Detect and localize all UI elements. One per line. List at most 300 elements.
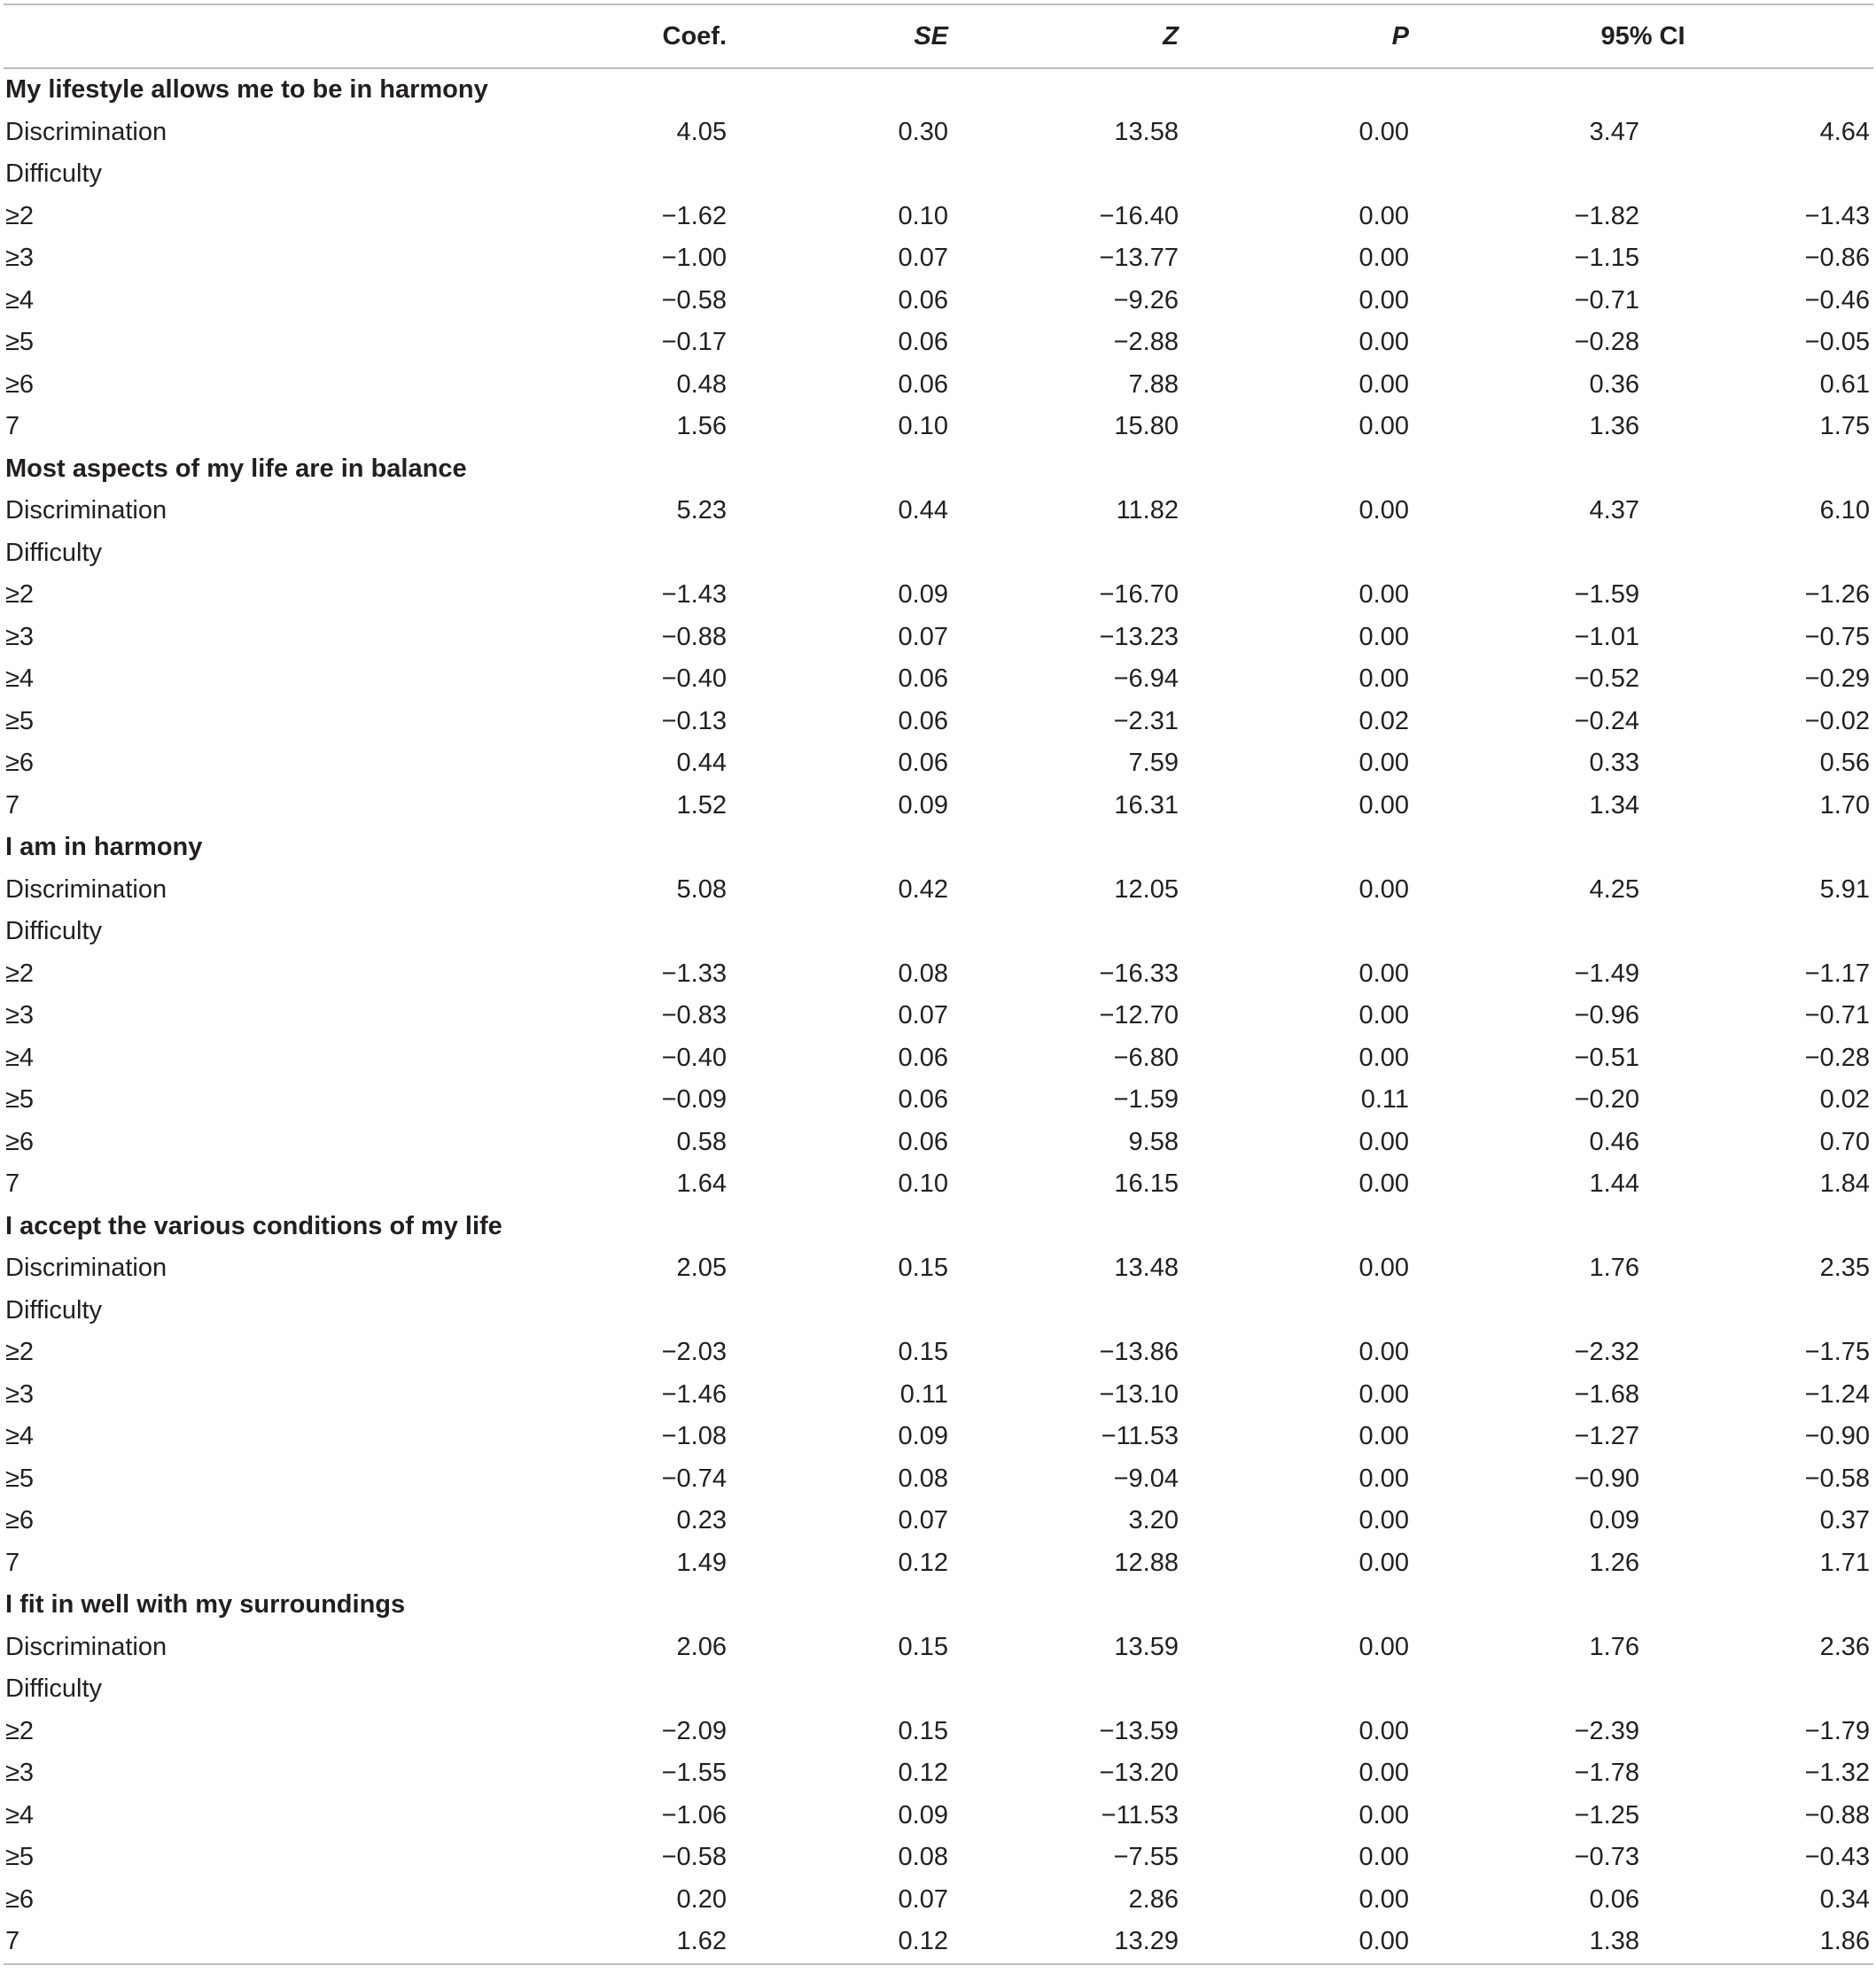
cell-z: 13.58 (1114, 117, 1179, 146)
row-label: ≥2 (5, 580, 35, 610)
cell-p: 0.00 (1358, 244, 1409, 273)
table-row (4, 953, 1873, 996)
cell-se: 0.09 (898, 580, 948, 610)
row-label: ≥3 (5, 1759, 35, 1788)
table-row (4, 1500, 1873, 1542)
subheader-row (4, 532, 1873, 575)
cell-p: 0.00 (1358, 790, 1409, 820)
cell-z: −16.33 (1099, 959, 1179, 988)
cell-p: 0.00 (1358, 1464, 1409, 1493)
header-se: SE (914, 21, 948, 50)
cell-ci-high (1643, 532, 1873, 575)
cell-coef: −0.58 (661, 285, 727, 315)
cell-p: 0.00 (1358, 117, 1409, 146)
cell-ci-low: −1.59 (1574, 580, 1639, 610)
table-row (4, 1458, 1873, 1501)
cell-coef: 1.56 (676, 412, 727, 441)
cell-p: 0.00 (1358, 369, 1409, 399)
cell-ci-high (1643, 448, 1873, 491)
cell-ci-low: −1.82 (1574, 201, 1639, 230)
cell-z (952, 153, 1182, 196)
cell-z: 13.48 (1114, 1254, 1179, 1283)
cell-ci-low: −0.52 (1574, 664, 1639, 694)
cell-se: 0.06 (898, 1127, 948, 1156)
cell-ci-low: −1.15 (1574, 244, 1639, 273)
cell-ci-high: −0.58 (1804, 1464, 1871, 1493)
cell-z: −13.77 (1099, 244, 1179, 273)
cell-coef (482, 68, 730, 112)
cell-z (952, 532, 1182, 575)
cell-ci-low: −1.68 (1574, 1379, 1639, 1409)
cell-z: 12.05 (1114, 874, 1179, 904)
row-label: 7 (5, 1169, 20, 1199)
cell-se: 0.11 (899, 1379, 948, 1409)
header-row (4, 4, 1873, 68)
cell-p: 0.00 (1358, 1338, 1409, 1367)
cell-p: 0.00 (1358, 622, 1409, 651)
row-label: Difficulty (5, 159, 103, 189)
table-row (4, 1374, 1873, 1417)
table-row (4, 995, 1873, 1037)
cell-ci-low: −1.25 (1574, 1800, 1639, 1830)
cell-coef: −2.09 (661, 1716, 727, 1745)
cell-ci-low: 3.47 (1589, 117, 1639, 146)
cell-ci-low: 1.76 (1589, 1254, 1639, 1283)
section-title: I accept the various conditions of my life (5, 1211, 502, 1240)
cell-p: 0.00 (1358, 749, 1409, 778)
section-title: I am in harmony (5, 833, 203, 862)
cell-z (952, 1668, 1182, 1711)
cell-ci-low: −1.01 (1574, 622, 1639, 651)
cell-z: −13.23 (1099, 622, 1179, 651)
table-row (4, 701, 1873, 743)
cell-p (1182, 532, 1413, 575)
row-label: ≥3 (5, 1001, 35, 1030)
cell-z: 13.29 (1114, 1927, 1179, 1956)
cell-coef: −0.83 (661, 1001, 727, 1030)
cell-ci-low (1413, 1584, 1643, 1627)
cell-se: 0.10 (898, 1169, 948, 1199)
cell-ci-low: 1.44 (1589, 1169, 1639, 1199)
section-header-row (4, 1206, 1873, 1248)
cell-z: −13.20 (1099, 1759, 1179, 1788)
cell-se (730, 153, 952, 196)
cell-se (730, 1206, 952, 1248)
table-row (4, 869, 1873, 912)
table-row (4, 1122, 1873, 1164)
cell-se: 0.07 (898, 1506, 948, 1535)
cell-ci-low: 0.36 (1589, 369, 1639, 399)
cell-se: 0.42 (898, 874, 948, 904)
cell-ci-high: −1.26 (1804, 580, 1871, 610)
cell-coef (482, 153, 730, 196)
row-label: ≥6 (5, 1506, 35, 1535)
cell-p (1182, 153, 1413, 196)
cell-se: 0.30 (898, 117, 948, 146)
header-coef: Coef. (662, 21, 727, 50)
subheader-row (4, 911, 1873, 953)
cell-p: 0.00 (1358, 201, 1409, 230)
cell-coef: −0.74 (661, 1464, 727, 1493)
cell-ci-low: −1.49 (1574, 959, 1639, 988)
cell-ci-high: −0.86 (1804, 244, 1871, 273)
cell-coef: −1.46 (661, 1379, 727, 1409)
cell-ci-low: 0.46 (1589, 1127, 1639, 1156)
cell-p (1182, 827, 1413, 869)
cell-ci-high: 1.86 (1819, 1927, 1871, 1956)
cell-ci-high: 1.84 (1819, 1169, 1871, 1199)
table-row (4, 406, 1873, 448)
cell-ci-low (1413, 827, 1643, 869)
cell-p: 0.00 (1358, 1506, 1409, 1535)
row-label: 7 (5, 1927, 20, 1956)
cell-z (952, 1584, 1182, 1627)
cell-se: 0.12 (898, 1759, 948, 1788)
cell-se: 0.06 (898, 1085, 948, 1115)
cell-coef (482, 532, 730, 575)
table-row (4, 1921, 1873, 1964)
cell-ci-low: −1.78 (1574, 1759, 1639, 1788)
cell-coef: 5.23 (676, 496, 727, 525)
row-label: Difficulty (5, 538, 103, 567)
row-label: ≥4 (5, 1422, 35, 1451)
cell-coef: −0.40 (661, 664, 727, 694)
table-row (4, 658, 1873, 701)
cell-z: −16.40 (1099, 201, 1179, 230)
cell-se: 0.15 (898, 1716, 948, 1745)
cell-p (1182, 1584, 1413, 1627)
cell-coef (482, 911, 730, 953)
cell-ci-low: 4.25 (1589, 874, 1639, 904)
cell-z: 16.31 (1114, 790, 1179, 820)
row-label: Discrimination (5, 496, 167, 525)
cell-p: 0.00 (1358, 1169, 1409, 1199)
cell-p: 0.00 (1358, 1884, 1409, 1914)
cell-p (1182, 448, 1413, 491)
header-ci: 95% CI (1600, 21, 1685, 50)
cell-z (952, 1206, 1182, 1248)
section-header-row (4, 68, 1873, 112)
cell-ci-high: 6.10 (1819, 496, 1871, 525)
cell-coef: 0.44 (676, 749, 727, 778)
cell-ci-low (1413, 532, 1643, 575)
row-label: ≥5 (5, 1085, 35, 1115)
cell-coef: 1.64 (676, 1169, 727, 1199)
cell-z: 15.80 (1114, 412, 1179, 441)
cell-coef: −0.88 (661, 622, 727, 651)
table-row (4, 1795, 1873, 1837)
row-label: ≥3 (5, 1379, 35, 1409)
cell-p: 0.00 (1358, 1632, 1409, 1661)
cell-coef (482, 1584, 730, 1627)
cell-coef: 2.05 (676, 1254, 727, 1283)
cell-coef: −0.13 (661, 706, 727, 735)
subheader-row (4, 1290, 1873, 1332)
table-row (4, 574, 1873, 617)
table-row (4, 237, 1873, 280)
row-label: ≥6 (5, 369, 35, 399)
cell-p (1182, 1206, 1413, 1248)
cell-se: 0.07 (898, 622, 948, 651)
cell-ci-low: 0.33 (1589, 749, 1639, 778)
cell-ci-high: −0.28 (1804, 1043, 1871, 1072)
cell-z: −12.70 (1099, 1001, 1179, 1030)
header-label-column (4, 4, 482, 68)
cell-se (730, 532, 952, 575)
cell-ci-high: −1.75 (1804, 1338, 1871, 1367)
cell-coef: 0.48 (676, 369, 727, 399)
row-label: ≥4 (5, 664, 35, 694)
cell-ci-low: 0.09 (1589, 1506, 1639, 1535)
cell-coef: 0.58 (676, 1127, 727, 1156)
cell-ci-high: 4.64 (1819, 117, 1871, 146)
row-label: ≥2 (5, 1716, 35, 1745)
cell-z: −16.70 (1099, 580, 1179, 610)
cell-z: −9.04 (1113, 1464, 1179, 1493)
row-label: ≥4 (5, 285, 35, 315)
cell-ci-low: −0.24 (1574, 706, 1639, 735)
row-label: ≥6 (5, 1884, 35, 1914)
table-row (4, 1879, 1873, 1922)
section-header-row (4, 1584, 1873, 1627)
row-label: ≥6 (5, 749, 35, 778)
cell-z: −11.53 (1101, 1422, 1179, 1451)
cell-ci-high: −1.24 (1804, 1379, 1871, 1409)
cell-p: 0.00 (1358, 1716, 1409, 1745)
cell-coef: −1.55 (661, 1759, 727, 1788)
cell-ci-low: −1.27 (1574, 1422, 1639, 1451)
cell-ci-high (1643, 1290, 1873, 1332)
cell-se (730, 448, 952, 491)
row-label: ≥5 (5, 1843, 35, 1872)
cell-ci-high: 0.70 (1819, 1127, 1871, 1156)
cell-se (730, 1290, 952, 1332)
cell-se: 0.12 (898, 1548, 948, 1577)
cell-se: 0.08 (898, 959, 948, 988)
row-label: ≥2 (5, 959, 35, 988)
row-label: ≥5 (5, 706, 35, 735)
cell-z: −2.88 (1113, 328, 1179, 357)
cell-p: 0.00 (1358, 580, 1409, 610)
cell-se (730, 911, 952, 953)
cell-z (952, 1290, 1182, 1332)
cell-se (730, 827, 952, 869)
cell-ci-low (1413, 68, 1643, 112)
cell-ci-high (1643, 1206, 1873, 1248)
cell-ci-high: 0.34 (1819, 1884, 1871, 1914)
cell-p: 0.00 (1358, 496, 1409, 525)
header-z: Z (1163, 21, 1179, 50)
cell-ci-high: 0.56 (1819, 749, 1871, 778)
cell-ci-high (1643, 827, 1873, 869)
irt-results-table (4, 4, 1873, 1965)
cell-ci-low: −0.51 (1574, 1043, 1639, 1072)
cell-se: 0.06 (898, 328, 948, 357)
cell-coef (482, 1668, 730, 1711)
cell-se: 0.15 (898, 1632, 948, 1661)
cell-se: 0.10 (898, 201, 948, 230)
table-row (4, 280, 1873, 322)
row-label: ≥4 (5, 1043, 35, 1072)
cell-ci-low (1413, 1206, 1643, 1248)
row-label: Difficulty (5, 1674, 103, 1704)
cell-p: 0.00 (1358, 1001, 1409, 1030)
table-row (4, 490, 1873, 532)
table-row (4, 196, 1873, 238)
cell-ci-low (1413, 1290, 1643, 1332)
cell-ci-low: 1.26 (1589, 1548, 1639, 1577)
cell-ci-low (1413, 153, 1643, 196)
row-label: ≥3 (5, 244, 35, 273)
cell-ci-high: −1.32 (1804, 1759, 1871, 1788)
cell-ci-low: −2.32 (1574, 1338, 1639, 1367)
cell-ci-low: 1.34 (1589, 790, 1639, 820)
cell-z: 9.58 (1128, 1127, 1179, 1156)
cell-ci-high: −0.46 (1804, 285, 1871, 315)
table-row (4, 1079, 1873, 1122)
table-body (4, 68, 1873, 1964)
cell-ci-low (1413, 911, 1643, 953)
cell-z (952, 827, 1182, 869)
cell-ci-high: −1.17 (1804, 959, 1871, 988)
cell-ci-high: −0.02 (1804, 706, 1871, 735)
cell-se: 0.09 (898, 790, 948, 820)
cell-se (730, 1584, 952, 1627)
row-label: ≥5 (5, 1464, 35, 1493)
subheader-row (4, 153, 1873, 196)
cell-z: −1.59 (1113, 1085, 1179, 1115)
row-label: 7 (5, 412, 20, 441)
cell-ci-low: −0.73 (1574, 1843, 1639, 1872)
cell-ci-low: −0.90 (1574, 1464, 1639, 1493)
cell-p: 0.00 (1358, 412, 1409, 441)
cell-p: 0.00 (1358, 959, 1409, 988)
cell-se: 0.08 (898, 1464, 948, 1493)
table-row (4, 742, 1873, 785)
cell-coef: 2.06 (676, 1632, 727, 1661)
cell-coef (482, 1206, 730, 1248)
table-row (4, 1037, 1873, 1080)
table-row (4, 1752, 1873, 1795)
cell-z: −13.86 (1099, 1338, 1179, 1367)
cell-ci-low: −0.71 (1574, 285, 1639, 315)
cell-ci-high: −1.43 (1804, 201, 1871, 230)
row-label: ≥2 (5, 201, 35, 230)
cell-coef (482, 1290, 730, 1332)
cell-ci-low: −0.20 (1574, 1085, 1639, 1115)
row-label: 7 (5, 790, 20, 820)
cell-p: 0.00 (1358, 328, 1409, 357)
cell-se: 0.06 (898, 1043, 948, 1072)
cell-z: 2.86 (1128, 1884, 1179, 1914)
cell-z (952, 68, 1182, 112)
cell-z: 7.59 (1128, 749, 1179, 778)
cell-z: 11.82 (1116, 496, 1179, 525)
cell-ci-high: 0.37 (1819, 1506, 1871, 1535)
cell-coef (482, 448, 730, 491)
row-label: Difficulty (5, 1295, 103, 1325)
cell-p: 0.00 (1358, 1422, 1409, 1451)
cell-coef: −0.09 (661, 1085, 727, 1115)
cell-se: 0.15 (898, 1254, 948, 1283)
row-label: Difficulty (5, 917, 103, 946)
cell-ci-high: −0.29 (1804, 664, 1871, 694)
cell-coef: −2.03 (661, 1338, 727, 1367)
cell-p (1182, 1290, 1413, 1332)
table-row (4, 1711, 1873, 1753)
cell-z: 7.88 (1128, 369, 1179, 399)
row-label: Discrimination (5, 1254, 167, 1283)
header-p: P (1391, 21, 1409, 50)
cell-coef: −0.17 (661, 328, 727, 357)
section-title: Most aspects of my life are in balance (5, 454, 467, 483)
cell-se: 0.06 (898, 664, 948, 694)
cell-ci-high: −1.79 (1804, 1716, 1871, 1745)
cell-se: 0.06 (898, 749, 948, 778)
cell-coef: 0.20 (676, 1884, 727, 1914)
table-row (4, 1837, 1873, 1879)
cell-se: 0.07 (898, 244, 948, 273)
cell-ci-high (1643, 153, 1873, 196)
cell-se (730, 68, 952, 112)
cell-coef: −1.08 (661, 1422, 727, 1451)
cell-p: 0.00 (1358, 285, 1409, 315)
cell-coef: 5.08 (676, 874, 727, 904)
cell-se: 0.08 (898, 1843, 948, 1872)
table-row (4, 1332, 1873, 1374)
cell-z: −13.10 (1099, 1379, 1179, 1409)
table-row (4, 112, 1873, 154)
cell-p: 0.00 (1358, 1548, 1409, 1577)
cell-z: −2.31 (1113, 706, 1179, 735)
cell-p: 0.00 (1358, 1379, 1409, 1409)
cell-ci-high: −0.90 (1804, 1422, 1871, 1451)
cell-se: 0.09 (898, 1800, 948, 1830)
cell-coef: −1.00 (661, 244, 727, 273)
cell-p: 0.00 (1358, 874, 1409, 904)
cell-ci-high: 1.75 (1819, 412, 1871, 441)
row-label: 7 (5, 1548, 20, 1577)
cell-coef (482, 827, 730, 869)
cell-se: 0.06 (898, 706, 948, 735)
cell-p (1182, 1668, 1413, 1711)
cell-ci-high: 2.36 (1819, 1632, 1871, 1661)
cell-coef: −0.58 (661, 1843, 727, 1872)
cell-ci-low: 1.38 (1589, 1927, 1639, 1956)
cell-z: −7.55 (1113, 1843, 1179, 1872)
cell-p: 0.00 (1358, 1254, 1409, 1283)
cell-se: 0.15 (898, 1338, 948, 1367)
cell-ci-low: 1.76 (1589, 1632, 1639, 1661)
section-header-row (4, 827, 1873, 869)
cell-z: 3.20 (1128, 1506, 1179, 1535)
cell-p: 0.02 (1358, 706, 1409, 735)
cell-ci-low: −2.39 (1574, 1716, 1639, 1745)
cell-coef: −1.33 (661, 959, 727, 988)
cell-ci-low (1413, 448, 1643, 491)
cell-p (1182, 911, 1413, 953)
cell-ci-high: 5.91 (1819, 874, 1871, 904)
table-row (4, 617, 1873, 659)
cell-ci-high (1643, 1668, 1873, 1711)
cell-coef: 0.23 (676, 1506, 727, 1535)
cell-ci-low: 4.37 (1589, 496, 1639, 525)
cell-ci-high: −0.75 (1804, 622, 1871, 651)
cell-se: 0.44 (898, 496, 948, 525)
cell-ci-low (1413, 1668, 1643, 1711)
cell-ci-high: −0.71 (1804, 1001, 1871, 1030)
cell-se: 0.07 (898, 1884, 948, 1914)
